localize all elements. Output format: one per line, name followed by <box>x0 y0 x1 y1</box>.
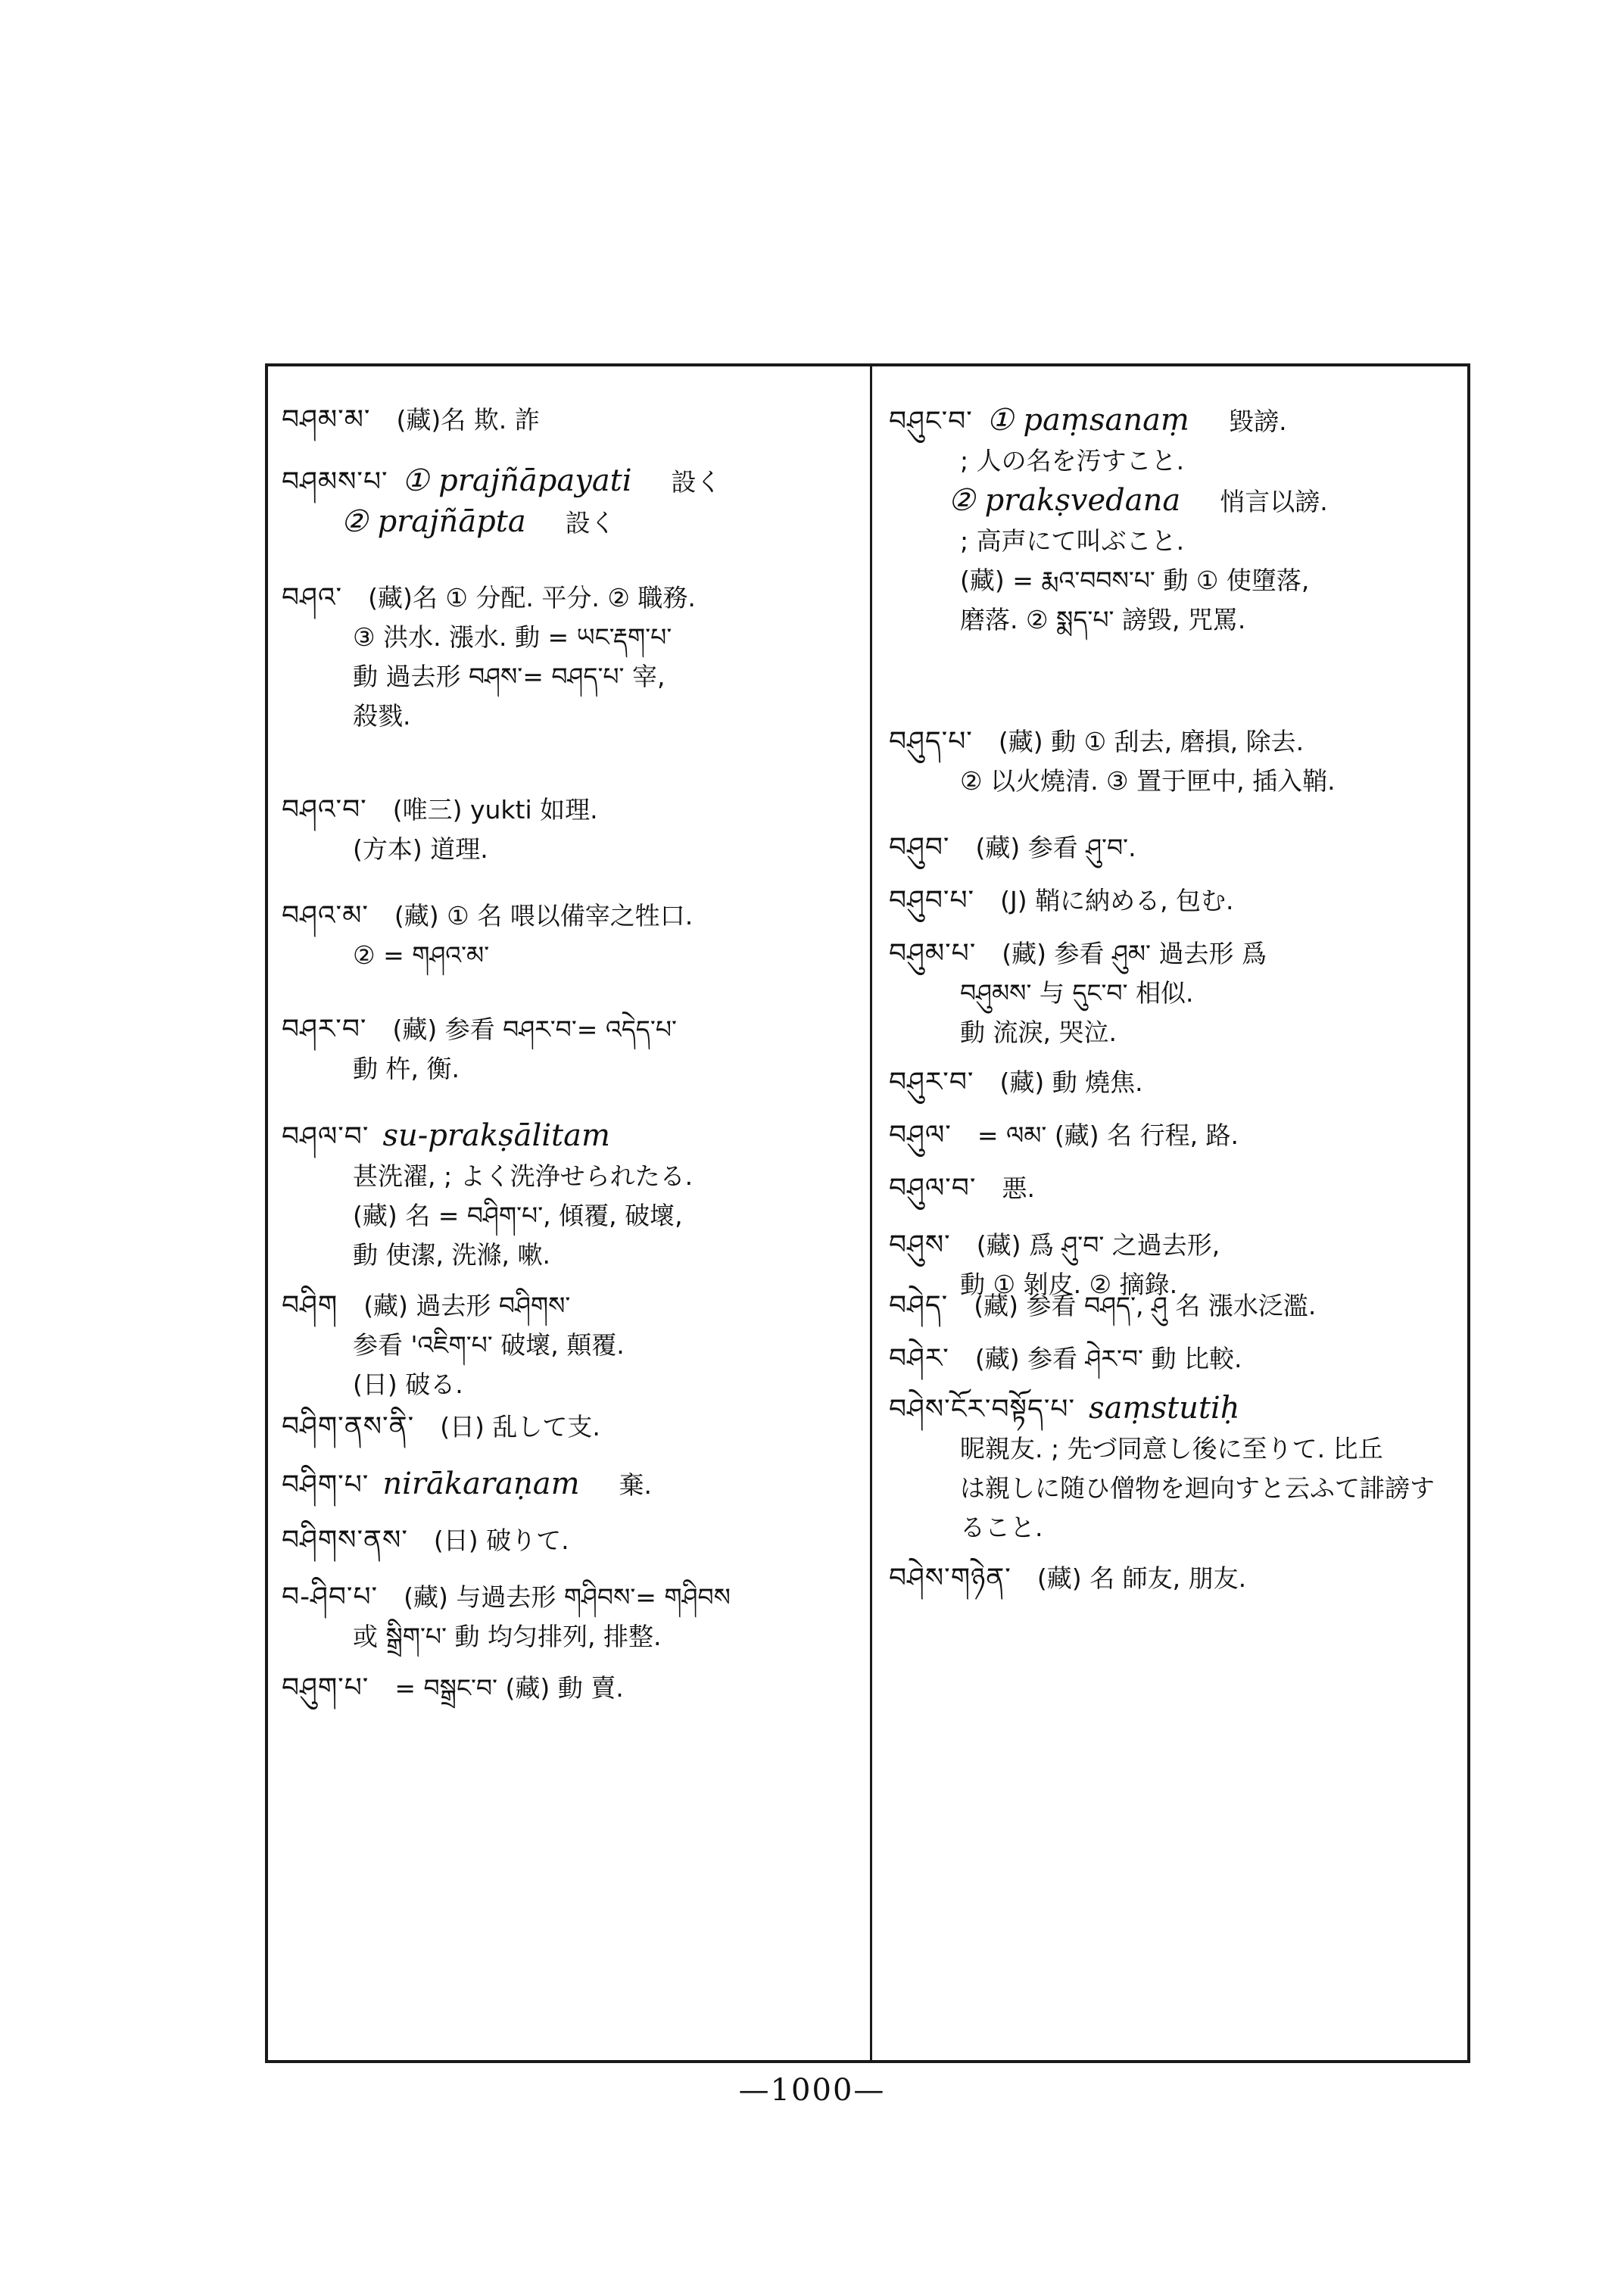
definition-text: 毀謗. <box>1229 407 1287 436</box>
dictionary-entry <box>282 1464 857 1505</box>
dictionary-entry <box>282 1286 857 1404</box>
definition-text: 甚洗濯, ; よく洗浄せられたる. <box>353 1161 694 1191</box>
definition-text: ; 人の名を汚すこと. <box>960 446 1185 475</box>
dictionary-entry <box>282 578 857 736</box>
definition-text: ; 高声にて叫ぶこと. <box>960 526 1185 556</box>
headword: བཤེད་ <box>889 1290 949 1321</box>
definition-text: 殺戮. <box>353 701 411 731</box>
definition-text: 参看 'འཇིག་པ་ 破壞, 顛覆. <box>353 1330 625 1360</box>
entry-first-line <box>889 722 1457 762</box>
entry-continuation-line <box>282 502 857 543</box>
headword: བཤུང་བ་ <box>889 406 973 437</box>
dictionary-entry <box>282 790 857 869</box>
entry-first-line <box>282 1521 857 1560</box>
definition-text: ② 以火燒清. ③ 置于匣中, 插入鞘. <box>960 766 1336 796</box>
definition-text: 或 སྒྲིག་པ་ 動 均匀排列, 排整. <box>353 1622 662 1651</box>
entry-first-line <box>282 401 857 440</box>
entry-continuation-line <box>889 1429 1457 1469</box>
entry-continuation-line <box>889 1013 1457 1052</box>
definition-text: (藏) 参看 ཤུ་བ་. <box>975 833 1136 862</box>
entry-continuation-line <box>282 657 857 697</box>
definition-text: 悄言以謗. <box>1220 487 1328 516</box>
entry-first-line <box>889 1116 1457 1155</box>
headword: བཤུད་པ་ <box>889 726 973 757</box>
dictionary-entry <box>282 1407 857 1447</box>
definition-text: は親しに随ひ僧物を迴向すと云ふて誹謗す <box>960 1473 1435 1503</box>
definition-text: (藏)名 ① 分配. 平分. ② 職務. <box>368 583 696 612</box>
entry-continuation-line <box>889 1469 1457 1508</box>
entry-first-line <box>282 896 857 936</box>
headword: བཤུར་བ་ <box>889 1067 974 1098</box>
entry-first-line <box>282 578 857 618</box>
definition-text: 動 杵, 衡. <box>353 1054 460 1083</box>
definition-text: 悪. <box>1002 1173 1035 1203</box>
definition-text: (藏) 動 ① 刮去, 磨損, 除去. <box>998 727 1304 756</box>
entry-continuation-line <box>282 1157 857 1196</box>
entry-first-line <box>282 1669 857 1708</box>
entry-continuation-line <box>282 1049 857 1089</box>
definition-text: བཤུམས་ 与 དུང་བ་ 相似. <box>960 978 1194 1008</box>
headword: བཤེར་ <box>889 1343 949 1374</box>
entry-first-line <box>889 1169 1457 1208</box>
dictionary-entry <box>282 1669 857 1708</box>
sanskrit-term: saṃstutiḥ <box>1089 1391 1240 1426</box>
definition-text: (藏)名 欺. 詐 <box>396 405 540 435</box>
entry-first-line <box>889 1339 1457 1379</box>
dictionary-entry <box>282 896 857 975</box>
entry-first-line <box>282 1578 857 1617</box>
definition-text: (藏) 爲 ཤུ་བ་ 之過去形, <box>976 1230 1220 1260</box>
right-column <box>889 366 1457 2060</box>
dictionary-entry <box>889 1286 1457 1326</box>
dictionary-entry <box>889 828 1457 868</box>
entry-continuation-line <box>889 441 1457 481</box>
definition-text: (藏) 参看 ཤུམ་ 過去形 爲 <box>1002 939 1267 968</box>
headword: བཤམས་པ་ <box>282 466 388 497</box>
headword: བཤུག་པ་ <box>282 1672 369 1703</box>
headword: བཤར་བ་ <box>282 1014 367 1045</box>
headword: བཤིགས་ནས་ <box>282 1525 408 1556</box>
entry-first-line <box>889 1559 1457 1598</box>
dictionary-entry <box>889 722 1457 801</box>
dictionary-entry <box>282 1578 857 1657</box>
definition-text: ② = གཤའ་མ་ <box>353 940 490 970</box>
dictionary-frame <box>265 363 1470 2063</box>
headword: བཤམ་མ་ <box>282 404 371 435</box>
entry-first-line <box>889 1063 1457 1102</box>
entry-continuation-line <box>282 1236 857 1275</box>
entry-first-line <box>282 1116 857 1157</box>
entry-first-line <box>889 934 1457 974</box>
entry-continuation-line <box>889 974 1457 1013</box>
entry-continuation-line <box>282 1617 857 1657</box>
dictionary-entry <box>282 401 857 440</box>
entry-first-line <box>282 1286 857 1326</box>
definition-text: 動 過去形 བཤས་= བཤད་པ་ 宰, <box>353 662 665 691</box>
entry-first-line <box>889 1286 1457 1326</box>
definition-text: (藏) 動 燒焦. <box>999 1068 1143 1097</box>
headword: བཤིག་ནས་ནི་ <box>282 1411 415 1442</box>
definition-text: (藏) 参看 བཤད་, ཤུ 名 漲水泛濫. <box>974 1291 1317 1320</box>
definition-text: 設く <box>671 467 722 497</box>
sanskrit-term: ① prajñāpayati <box>401 463 632 498</box>
dictionary-entry <box>282 461 857 543</box>
definition-text: (藏) = རྨའ་བབས་པ་ 動 ① 使墮落, <box>960 566 1310 595</box>
definition-text: (藏) 与過去形 གཤིབས་= གཤིབས <box>404 1582 731 1612</box>
sanskrit-term: ① paṃsanaṃ <box>986 403 1190 438</box>
headword: བཤའ་བ་ <box>282 794 367 825</box>
entry-first-line <box>282 1464 857 1505</box>
dictionary-entry <box>889 1063 1457 1102</box>
dictionary-entry <box>282 1010 857 1089</box>
definition-text: 設く <box>565 508 616 538</box>
definition-text: (藏) 名 師友, 朋友. <box>1036 1563 1247 1593</box>
entry-first-line <box>282 790 857 830</box>
entry-continuation-line <box>889 561 1457 600</box>
dictionary-entry <box>889 1116 1457 1155</box>
dictionary-entry <box>889 1389 1457 1548</box>
definition-text: (藏) 過去形 བཤིགས་ <box>363 1291 571 1320</box>
definition-text: (日) 乱して支. <box>440 1412 600 1442</box>
headword: བཤའ་ <box>282 582 343 613</box>
sanskrit-term: su-prakṣālitam <box>382 1118 610 1153</box>
definition-text: (藏) 名 = བཤིག་པ་, 傾覆, 破壞, <box>353 1201 683 1230</box>
headword: བཤིག <box>282 1290 338 1321</box>
headword: བཤལ་བ་ <box>282 1121 369 1152</box>
definition-text: 磨落. ② སྨད་པ་ 謗毀, 咒罵. <box>960 605 1246 634</box>
sanskrit-term: nirākaraṇam <box>382 1466 580 1501</box>
entry-continuation-line <box>889 481 1457 522</box>
entry-first-line <box>282 1407 857 1447</box>
left-column <box>282 366 857 2060</box>
sanskrit-term: ② prakṣvedana <box>948 483 1181 518</box>
entry-first-line <box>889 1389 1457 1429</box>
definition-text: (J) 鞘に納める, 包む. <box>1000 886 1234 915</box>
definition-text: (日) 破る. <box>353 1370 463 1399</box>
entry-continuation-line <box>282 1196 857 1236</box>
headword: བཤའ་མ་ <box>282 900 369 931</box>
entry-first-line <box>889 881 1457 921</box>
definition-text: (唯三) yukti 如理. <box>392 795 598 824</box>
dictionary-entry <box>282 1521 857 1560</box>
entry-continuation-line <box>889 1508 1457 1548</box>
definition-text: 動 使潔, 洗滌, 嗽. <box>353 1240 550 1270</box>
headword: བཤུབ་པ་ <box>889 885 975 916</box>
sanskrit-term: ② prajñāpta <box>341 504 526 539</box>
definition-text: 動 流淚, 哭泣. <box>960 1018 1117 1047</box>
dictionary-entry <box>889 1559 1457 1598</box>
entry-first-line <box>282 461 857 502</box>
definition-text: 昵親友. ; 先づ同意し後に至りて. 比丘 <box>960 1434 1383 1463</box>
entry-continuation-line <box>889 762 1457 801</box>
headword: བཤུས་ <box>889 1230 951 1261</box>
headword: བཤེས་ངོར་བསྟོད་པ་ <box>889 1394 1076 1425</box>
headword: བཤུམ་པ་ <box>889 938 977 969</box>
dictionary-entry <box>889 1339 1457 1379</box>
entry-continuation-line <box>282 936 857 975</box>
entry-first-line <box>889 401 1457 441</box>
definition-text: 棄. <box>619 1470 652 1500</box>
entry-first-line <box>889 828 1457 868</box>
entry-continuation-line <box>282 830 857 869</box>
headword: བཤིག་པ་ <box>282 1470 369 1501</box>
dictionary-entry <box>889 1169 1457 1208</box>
definition-text: (藏) 参看 བཤར་བ་= འདེད་པ་ <box>392 1015 677 1044</box>
definition-text: (日) 破りて. <box>433 1526 569 1555</box>
entry-continuation-line <box>889 600 1457 640</box>
dictionary-entry <box>889 401 1457 640</box>
headword: བཤུལ་བ་ <box>889 1173 977 1204</box>
entry-first-line <box>282 1010 857 1049</box>
definition-text: (藏) ① 名 喂以備宰之牲口. <box>394 901 694 930</box>
entry-continuation-line <box>282 618 857 657</box>
definition-text: = བསྒྲང་བ་ (藏) 動 賣. <box>394 1673 624 1703</box>
definition-text: 動 ① 剝皮. ② 摘錄. <box>960 1270 1178 1299</box>
page-number: —1000— <box>738 2073 886 2108</box>
entry-continuation-line <box>282 1365 857 1404</box>
headword: བ-ཤིབ་པ་ <box>282 1582 379 1613</box>
entry-first-line <box>889 1226 1457 1265</box>
definition-text: (方本) 道理. <box>353 834 488 864</box>
entry-continuation-line <box>889 522 1457 561</box>
column-divider <box>870 366 872 2060</box>
definition-text: ること. <box>960 1513 1043 1542</box>
headword: བཤུབ་ <box>889 832 950 863</box>
entry-continuation-line <box>282 697 857 736</box>
definition-text: ③ 洪水. 漲水. 動 = ཡང་རྡག་པ་ <box>353 622 672 652</box>
dictionary-entry <box>889 934 1457 1052</box>
headword: བཤུལ་ <box>889 1120 952 1151</box>
dictionary-entry <box>889 881 1457 921</box>
definition-text: = ལམ་ (藏) 名 行程, 路. <box>977 1121 1239 1150</box>
headword: བཤེས་གཉེན་ <box>889 1563 1011 1594</box>
definition-text: (藏) 参看 ཤེར་བ་ 動 比較. <box>974 1344 1242 1373</box>
entry-continuation-line <box>282 1326 857 1365</box>
dictionary-entry <box>282 1116 857 1275</box>
